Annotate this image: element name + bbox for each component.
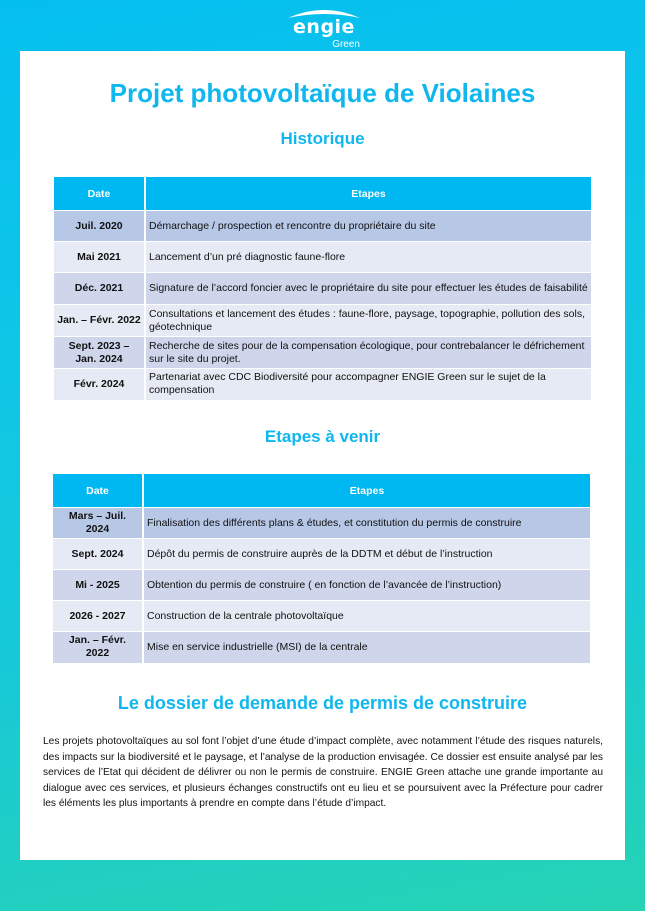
row-etape: Finalisation des différents plans & études, et constitution du permis de construire [143,508,590,539]
column-header-etapes: Etapes [143,474,590,508]
document-page [20,51,625,860]
row-date: Juil. 2020 [54,211,145,242]
row-date: Déc. 2021 [54,273,145,305]
row-etape: Lancement d’un pré diagnostic faune-flore [145,242,591,273]
row-date: Sept. 2023 – Jan. 2024 [54,337,145,369]
logo-brand: engie [293,16,355,38]
table-row [54,305,591,337]
table-row [54,273,591,305]
dossier-paragraph: Les projets photovoltaïques au sol font l’objet d’une étude d’impact complète, avec notamment l’étude des risques naturels, des impacts sur la biodiversité et le paysage, et l’analyse de la production envisagée. Ce dossier est ensuite analysé par les services de l’Etat qui décident de délivrer ou non le permis de construire. ENGIE Green attache une grande importante au dialogue avec ces services, et plusieurs échanges constructifs ont eu lieu et se poursuivent avec la Préfecture pour cadrer les éléments les plus importants à prendre en compte dans l’étude d’impact. [43,736,603,809]
column-header-etapes: Etapes [145,177,591,211]
table-row [54,242,591,273]
row-etape: Obtention du permis de construire ( en fonction de l’avancée de l’instruction) [143,570,590,601]
column-header-date: Date [54,177,145,211]
row-date: Mi - 2025 [53,570,143,601]
table-header-row [54,177,591,211]
row-etape: Partenariat avec CDC Biodiversité pour accompagner ENGIE Green sur le sujet de la compensation [145,369,591,400]
row-date: Sept. 2024 [53,539,143,570]
row-date: Jan. – Févr. 2022 [53,632,143,663]
row-etape: Consultations et lancement des études : faune-flore, paysage, topographie, pollution des sols, géotechnique [145,305,591,337]
table-row [53,632,590,663]
row-date: Jan. – Févr. 2022 [54,305,145,337]
row-etape: Recherche de sites pour de la compensation écologique, pour contrebalancer le défrichement sur le site du projet. [145,337,591,369]
engie-green-logo [282,4,366,50]
a-venir-table [53,474,590,663]
row-etape: Construction de la centrale photovoltaïque [143,601,590,632]
table-row [53,601,590,632]
historique-table [54,177,591,400]
row-etape: Signature de l’accord foncier avec le propriétaire du site pour effectuer les études de faisabilité [145,273,591,305]
row-date: 2026 - 2027 [53,601,143,632]
row-etape: Mise en service industrielle (MSI) de la centrale [143,632,590,663]
row-etape: Démarchage / prospection et rencontre du propriétaire du site [145,211,591,242]
logo-subtitle: Green [332,39,360,50]
table-row [54,369,591,400]
dossier-heading: Le dossier de demande de permis de construire [117,693,528,713]
table-row [53,570,590,601]
row-etape: Dépôt du permis de construire auprès de la DDTM et début de l’instruction [143,539,590,570]
row-date: Mai 2021 [54,242,145,273]
row-date: Mars – Juil. 2024 [53,508,143,539]
column-header-date: Date [53,474,143,508]
historique-heading: Historique [280,129,365,148]
a-venir-heading: Etapes à venir [264,427,381,446]
table-row [54,337,591,369]
table-header-row [53,474,590,508]
table-row [53,539,590,570]
table-row [54,211,591,242]
row-date: Févr. 2024 [54,369,145,400]
page-title: Projet photovoltaïque de Violaines [109,78,536,108]
table-row [53,508,590,539]
